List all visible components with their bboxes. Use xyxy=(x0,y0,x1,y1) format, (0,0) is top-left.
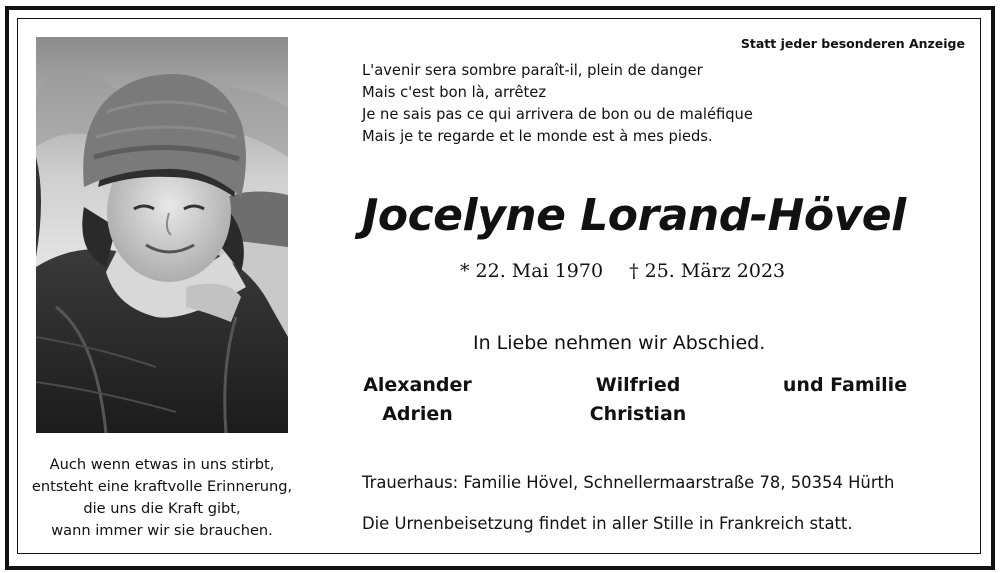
family-member: und Familie xyxy=(782,374,908,396)
verse-line: L'avenir sera sombre paraît-il, plein de danger xyxy=(362,62,703,79)
verse xyxy=(362,60,753,148)
life-dates xyxy=(460,258,785,284)
verse-line: Mais c'est bon là, arrêtez xyxy=(362,84,547,101)
birth-date: * 22. Mai 1970 xyxy=(460,260,604,282)
portrait-photo xyxy=(36,37,288,433)
verse-line: Mais je te regarde et le monde est à mes pieds. xyxy=(362,128,713,145)
deceased-name: Jocelyne Lorand-Hövel xyxy=(362,190,906,241)
family-member: Wilfried xyxy=(595,374,681,396)
left-poem-line: wann immer wir sie brauchen. xyxy=(51,522,273,539)
family-member: Alexander xyxy=(363,374,472,396)
death-date: † 25. März 2023 xyxy=(629,260,786,282)
urn-burial-note: Die Urnenbeisetzung findet in aller Stille in Frankreich statt. xyxy=(362,514,853,533)
family-group-2 xyxy=(583,371,693,429)
family-member: Christian xyxy=(589,403,687,425)
family-member: Adrien xyxy=(382,403,453,425)
farewell-line: In Liebe nehmen wir Abschied. xyxy=(473,332,766,354)
left-poem-line: Auch wenn etwas in uns stirbt, xyxy=(49,456,275,473)
family-group-3 xyxy=(775,371,915,400)
mourning-house-address: Trauerhaus: Familie Hövel, Schnellermaarstraße 78, 50354 Hürth xyxy=(362,473,895,492)
left-poem-line: die uns die Kraft gibt, xyxy=(83,500,241,517)
left-poem xyxy=(30,454,294,542)
family-group-1 xyxy=(360,371,475,429)
header-note: Statt jeder besonderen Anzeige xyxy=(740,36,965,51)
left-poem-line: entsteht eine kraftvolle Erinnerung, xyxy=(31,478,293,495)
verse-line: Je ne sais pas ce qui arrivera de bon ou de maléfique xyxy=(362,106,753,123)
